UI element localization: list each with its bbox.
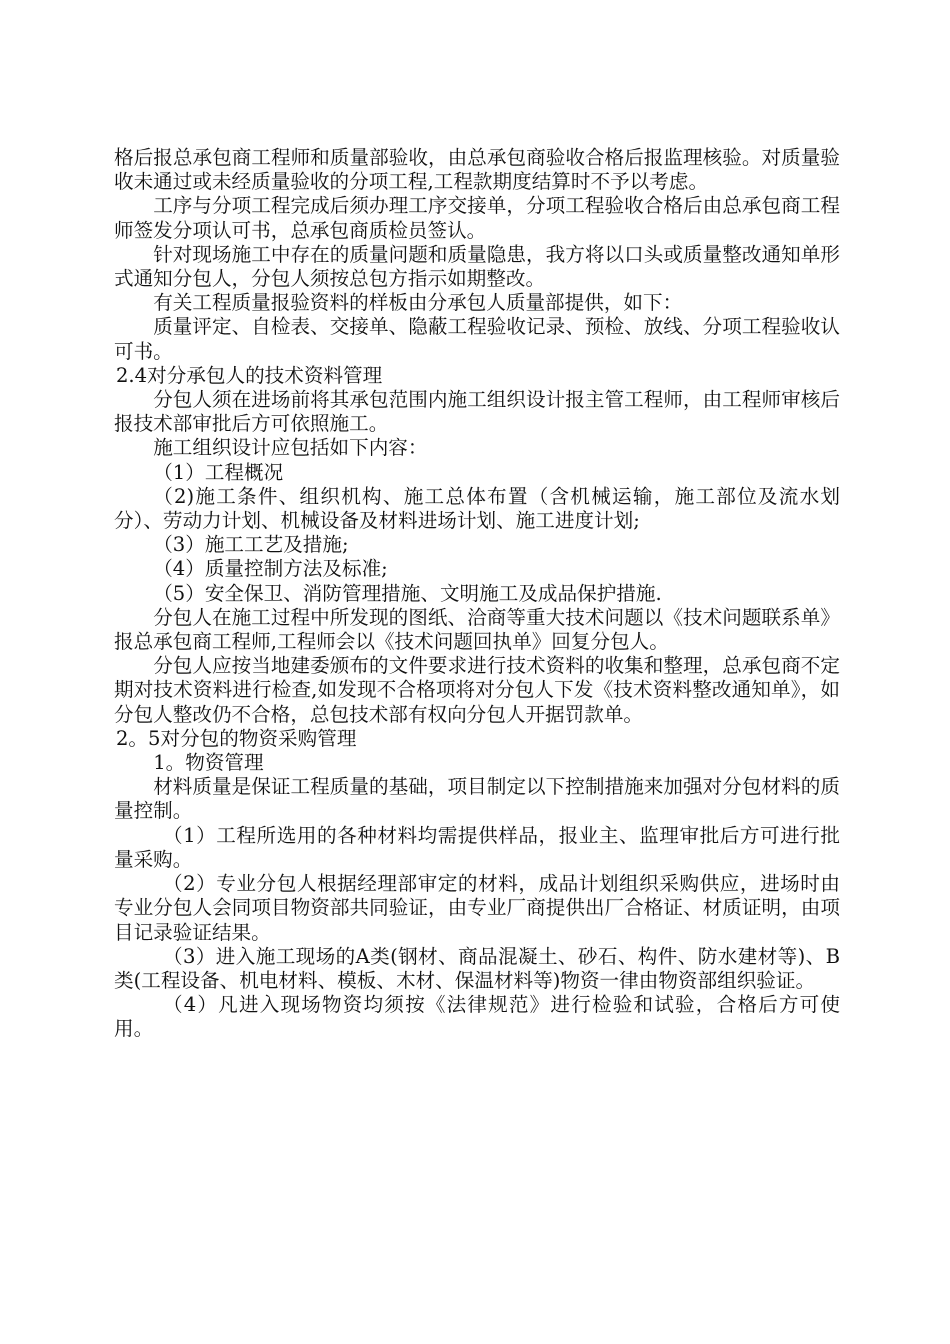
list-item: （2)施工条件、组织机构、施工总体布置（含机械运输，施工部位及流水划分）、劳动力计划、机械设备及材料进场计划、施工进度计划;	[114, 484, 840, 533]
list-item: （3）进入施工现场的A类(钢材、商品混凝土、砂石、构件、防水建材等)、B类(工程设备、机电材料、模板、木材、保温材料等)物资一律由物资部组织验证。	[114, 944, 840, 992]
paragraph: 工序与分项工程完成后须办理工序交接单，分项工程验收合格后由总承包商工程师签发分项认可书，总承包商质检员签认。	[114, 194, 840, 242]
list-item: （2）专业分包人根据经理部审定的材料，成品计划组织采购供应，进场时由专业分包人会同项目物资部共同验证，由专业厂商提供出厂合格证、材质证明，由项目记录验证结果。	[114, 872, 840, 944]
paragraph: 分包人应按当地建委颁布的文件要求进行技术资料的收集和整理，总承包商不定期对技术资料进行检查,如发现不合格项将对分包人下发《技术资料整改通知单》，如分包人整改仍不合格，总包技术部有权向分包人开据罚款单。	[114, 654, 840, 726]
list-item: （1）工程所选用的各种材料均需提供样品，报业主、监理审批后方可进行批量采购。	[114, 823, 840, 871]
paragraph: 材料质量是保证工程质量的基础，项目制定以下控制措施来加强对分包材料的质量控制。	[114, 775, 840, 823]
document-body	[114, 146, 840, 1042]
list-item: （3）施工工艺及措施;	[153, 533, 349, 557]
paragraph: 分包人须在进场前将其承包范围内施工组织设计报主管工程师，由工程师审核后报技术部审批后方可依照施工。	[114, 388, 840, 436]
paragraph: 施工组织设计应包括如下内容：	[153, 436, 428, 460]
paragraph: 格后报总承包商工程师和质量部验收，由总承包商验收合格后报监理核验。对质量验收未通过或未经质量验收的分项工程,工程款期度结算时不予以考虑。	[114, 146, 840, 194]
list-item: （1）工程概况	[153, 460, 284, 484]
list-item: （5）安全保卫、消防管理措施、文明施工及成品保护措施.	[153, 581, 662, 605]
section-heading: 2。5对分包的物资采购管理	[115, 726, 357, 750]
list-item: （4）质量控制方法及标准;	[153, 557, 388, 581]
paragraph: 有关工程质量报验资料的样板由分承包人质量部提供，如下：	[153, 291, 683, 315]
section-heading: 2.4对分承包人的技术资料管理	[115, 363, 383, 387]
paragraph: 质量评定、自检表、交接单、隐蔽工程验收记录、预检、放线、分项工程验收认可书。	[114, 315, 840, 363]
subsection-heading: 1。物资管理	[153, 751, 264, 775]
list-item: （4）凡进入现场物资均须按《法律规范》进行检验和试验，合格后方可使用。	[114, 993, 840, 1041]
paragraph: 分包人在施工过程中所发现的图纸、洽商等重大技术问题以《技术问题联系单》报总承包商工程师,工程师会以《技术问题回执单》回复分包人。	[114, 605, 840, 654]
paragraph: 针对现场施工中存在的质量问题和质量隐患，我方将以口头或质量整改通知单形式通知分包人，分包人须按总包方指示如期整改。	[114, 242, 840, 291]
